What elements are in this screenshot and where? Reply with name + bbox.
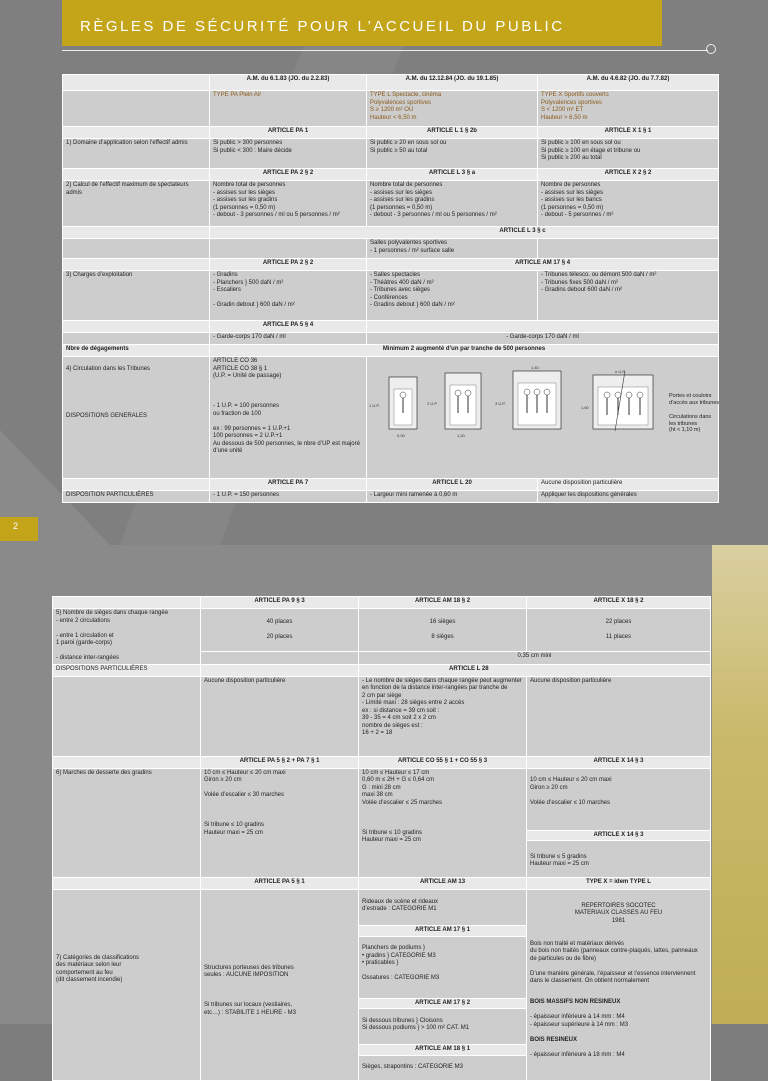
empty-cell [63, 75, 210, 91]
row-label-text: 4) Circulation dans les Tribunes [66, 365, 151, 372]
cell-text: Si dessous tribunes } Cloisons Si dessous podiums } > 100 m² CAT. M1 [362, 1017, 470, 1031]
article-head: ARTICLE L 3 § a [367, 169, 538, 181]
fig-label: 3 U.P. [495, 400, 506, 406]
empty-cell [201, 664, 359, 676]
row-label-text: 7) Catégories de classifications des matériaux selon leur comportement au feu (dit classement incendie) [56, 954, 140, 983]
cell-text: - épaisseur inférieure à 14 mm : M4 - épaisseur supérieure à 14 mm : M3 [530, 1014, 629, 1028]
article-head: ARTICLE PA 2 § 2 [210, 259, 367, 271]
article-head: TYPE X = idem TYPE L [527, 878, 711, 890]
cell [201, 890, 359, 1081]
fig-label: 0,90 [397, 432, 405, 438]
empty-cell [63, 227, 210, 239]
cell [527, 890, 711, 1081]
empty-cell [63, 127, 210, 139]
cell: Salles polyvalentes sportives - 1 personnes / m² surface salle [367, 239, 538, 259]
cell: 40 places 20 places [201, 609, 359, 652]
circulation-diagram [367, 365, 719, 463]
cell: Minimum 2 augmenté d’un par tranche de 500 personnes [210, 345, 719, 357]
page-title: RÈGLES DE SÉCURITÉ POUR L’ACCUEIL DU PUBLIC [80, 18, 565, 35]
cell-text: Bois non traité et matériaux dérivés du bois non traités (panneaux contre-plaqués, lattes, panneaux de particules ou de fibre) D’une manière générale, l’épaisseur et l’essence interviennent dans le classement. On obtient normalement [530, 940, 698, 984]
cell: ARTICLE CO 36 ARTICLE CO 38 § 1 (U.P. = Unité de passage) - 1 U.P. = 100 personnes ou fraction de 100 ex : 99 personnes = 1 U.P.+1 100 personnes = 2 U.P.+1 Au dessous de 500 personnes, le nbre d’UP est majoré d’une unité [210, 357, 367, 479]
article-head: ARTICLE X 14 § 3 [527, 830, 710, 842]
row-label: 2) Calcul de l’effectif maximum de spectateurs admis [63, 181, 210, 227]
cell-subhead: BOIS RESINEUX [530, 1036, 578, 1043]
page-number-box [0, 517, 38, 541]
article-head: ARTICLE PA 5 § 2 + PA 7 § 1 [201, 756, 359, 768]
cell-text: Sièges, strapontins : CATEGORIE M3 [362, 1064, 463, 1070]
cell: - Garde-corps 170 daN / ml [367, 333, 719, 345]
article-head: ARTICLE AM 18 § 1 [359, 1044, 526, 1056]
cell: - 1 U.P. = 150 personnes [210, 490, 367, 502]
empty-cell [63, 259, 210, 271]
row-label: 6) Marches de desserte des gradins [53, 768, 201, 878]
empty-cell [63, 321, 210, 333]
circulation-note: Portes et couloirs d’accès aux tribunes Circulations dans les tribunes (ht < 1,10 m) [669, 393, 720, 434]
cell-text: Si tribune ≤ 5 gradins Hauteur maxi = 25 cm [530, 853, 589, 867]
passage-unit-1-diagram [369, 377, 417, 438]
article-head: ARTICLE L 28 [359, 664, 711, 676]
cell [359, 890, 527, 1081]
article-head: ARTICLE X 14 § 3 [527, 756, 711, 768]
fig-label: 1 U.P. [369, 402, 380, 408]
passage-unit-3-diagram [495, 365, 561, 429]
cell-text: Structures porteuses des tribunes seules : AUCUNE IMPOSITION Si tribunes sur locaux (vestiaires, etc…) : STABILITE 1 HEURE - M3 [204, 964, 296, 1016]
empty-cell [53, 878, 201, 890]
fig-label: 1,40 [531, 364, 539, 370]
article-head: ARTICLE AM 17 § 4 [367, 259, 719, 271]
cell: 0,35 cm mini [359, 651, 711, 664]
empty-cell [63, 333, 210, 345]
cell: - Gradins - Planchers } 500 daN / m² - Escaliers - Gradin debout } 600 daN / m² [210, 271, 367, 321]
cell-text: Planchers de podiums } • gradins } CATEGORIE M3 • praticables } Ossatures : CATEGORIE M3 [362, 945, 440, 981]
type-cell: TYPE X Sportifs couverts Polyvalences sportives S < 1200 m² ET Hauteur > 6,50 m [538, 91, 719, 127]
cell: Aucune disposition particulière [538, 478, 719, 490]
row-label [53, 890, 201, 1081]
article-head: ARTICLE L 3 § c [210, 227, 719, 239]
cell: Nombre total de personnes - assises sur les sièges - assises sur les gradins (1 personnes = 0,50 m) - debout - 3 personnes / ml ou 5 personnes / m² [367, 181, 538, 227]
cell: - Tribunes télesco. ou démont 500 daN / m² - Tribunes fixes 500 daN / m² - Gradins debout 600 daN / m² [538, 271, 719, 321]
cell: Si public ≥ 100 en sous sol ou Si public ≥ 100 en étage et tribune ou Si public ≥ 200 au total [538, 139, 719, 169]
row-sublabel: DISPOSITIONS GENERALES [66, 412, 148, 419]
row-label: 1) Domaine d’application selon l’effectif admis [63, 139, 210, 169]
passage-unit-n-diagram [581, 369, 653, 431]
cell: 10 cm ≤ Hauteur ≤ 17 cm 0,60 m ≤ 2H + G ≤ 0,64 cm G : mini 28 cm maxi 38 cm Volée d’escalier ≤ 25 marches Si tribune ≤ 10 gradins Hauteur maxi = 25 cm [359, 768, 527, 878]
cell: Si public > 300 personnes Si public < 300 : Maire décide [210, 139, 367, 169]
type-cell: TYPE L Spectacle, cinéma Polyvalences sportives S ≥ 1200 m² OU Hauteur < 6,50 m [367, 91, 538, 127]
cell: Nombre de personnes - assises sur les sièges - assises sur les bancs (1 personnes = 0,50 m) - debout - 5 personnes / m² [538, 181, 719, 227]
article-head: ARTICLE AM 18 § 2 [359, 597, 527, 609]
article-head: ARTICLE PA 7 [210, 478, 367, 490]
fig-label: 1,60 [581, 404, 589, 410]
empty-cell [63, 239, 210, 259]
article-head: ARTICLE AM 17 § 1 [359, 925, 526, 937]
fig-label: 1,20 [457, 432, 465, 438]
article-head: ARTICLE PA 5 § 4 [210, 321, 367, 333]
header-divider [62, 50, 708, 51]
passage-unit-2-diagram [427, 373, 481, 438]
gold-side-decoration [712, 545, 768, 1024]
cell: Aucune disposition particulière [527, 676, 711, 756]
cell: - Garde-corps 170 daN / ml [210, 333, 367, 345]
empty-cell [201, 651, 359, 664]
row-label: 5) Nombre de sièges dans chaque rangée - entre 2 circulations - entre 1 circulation et 1 paroi (garde-corps) - distance inter-rangées [53, 609, 201, 665]
empty-cell [538, 239, 719, 259]
article-head: ARTICLE PA 1 [210, 127, 367, 139]
article-head: ARTICLE PA 2 § 2 [210, 169, 367, 181]
cell [527, 768, 711, 878]
empty-cell [210, 239, 367, 259]
cell: Aucune disposition particulière [201, 676, 359, 756]
row-label: DISPOSITIONS PARTICULIÈRES [53, 664, 201, 676]
article-head: ARTICLE AM 17 § 2 [359, 998, 526, 1010]
cell: 22 places 11 places [527, 609, 711, 652]
empty-cell [53, 597, 201, 609]
article-head: ARTICLE PA 9 § 3 [201, 597, 359, 609]
cell-text: - épaisseur inférieure à 18 mm : M4 [530, 1051, 625, 1058]
cell-subhead: BOIS MASSIFS NON RESINEUX [530, 999, 621, 1005]
cell: Appliquer les dispositions générales [538, 490, 719, 502]
cell: - Largeur mini ramenée à 0,60 m [367, 490, 538, 502]
col-head: A.M. du 6.1.83 (JO. du 2.2.83) [210, 75, 367, 91]
cell: 16 sièges 8 sièges [359, 609, 527, 652]
cell: 10 cm ≤ Hauteur ≤ 20 cm maxi Giron ≥ 20 cm Volée d’escalier ≤ 30 marches Si tribune ≤ 10 gradins Hauteur maxi = 25 cm [201, 768, 359, 878]
cell-text: REPERTOIRES SOCOTEC MATERIAUX CLASSES AU FEU 1981 [574, 902, 663, 924]
article-head: ARTICLE L 1 § 2b [367, 127, 538, 139]
empty-cell [367, 321, 719, 333]
row-label [63, 357, 210, 479]
row-label: Nbre de dégagements [63, 345, 210, 357]
empty-cell [63, 169, 210, 181]
cell: Nombre total de personnes - assises sur les sièges - assises sur les gradins (1 personnes = 0,50 m) - debout - 3 personnes / ml ou 5 personnes / m² [210, 181, 367, 227]
article-head: ARTICLE AM 13 [359, 878, 527, 890]
cell: Si public ≥ 20 en sous sol ou Si public ≥ 50 au total [367, 139, 538, 169]
empty-cell [63, 478, 210, 490]
cell-text: 10 cm ≤ Hauteur ≤ 20 cm maxi Giron ≥ 20 cm Volée d’escalier ≤ 10 marches [530, 777, 612, 806]
article-head: ARTICLE X 2 § 2 [538, 169, 719, 181]
col-head: A.M. du 4.6.82 (JO. du 7.7.82) [538, 75, 719, 91]
header-circle-ornament [706, 44, 716, 54]
fig-label: n U.P. [615, 368, 626, 374]
empty-cell [53, 676, 201, 756]
article-head: ARTICLE X 1 § 1 [538, 127, 719, 139]
article-head: ARTICLE CO 55 § 1 + CO 55 § 3 [359, 756, 527, 768]
empty-cell [53, 756, 201, 768]
top-table [62, 74, 719, 503]
col-head: A.M. du 12.12.84 (JO. du 19.1.85) [367, 75, 538, 91]
row-label: DISPOSITION PARTICULIÈRES [63, 490, 210, 502]
cell-text: Rideaux de scène et rideaux d’estrade : CATEGORIE M1 [362, 898, 439, 912]
article-head: ARTICLE PA 5 § 1 [201, 878, 359, 890]
cell: - Le nombre de sièges dans chaque rangée peut augmenter en fonction de la distance inter-rangées par tranche de 2 cm par siège - Limité maxi : 28 sièges entre 2 accès ex : si distance = 39 cm soit : 39 - 35 = 4 cm soit 2 x 2 cm nombre de sièges est : 16 + 2 = 18 [359, 676, 527, 756]
cell: - Salles spectacles - Théâtres 400 daN / m² - Tribunes avec sièges - Conférences - Gradins debout } 600 daN / m² [367, 271, 538, 321]
circulation-figure-cell [367, 357, 719, 479]
bottom-table [52, 596, 711, 1081]
empty-cell [63, 91, 210, 127]
type-cell: TYPE PA Plein Air [210, 91, 367, 127]
fig-label: 2 U.P. [427, 400, 438, 406]
page-number: 2 [13, 521, 19, 531]
article-head: ARTICLE X 18 § 2 [527, 597, 711, 609]
row-label: 3) Charges d’exploitation [63, 271, 210, 321]
article-head: ARTICLE L 20 [367, 478, 538, 490]
